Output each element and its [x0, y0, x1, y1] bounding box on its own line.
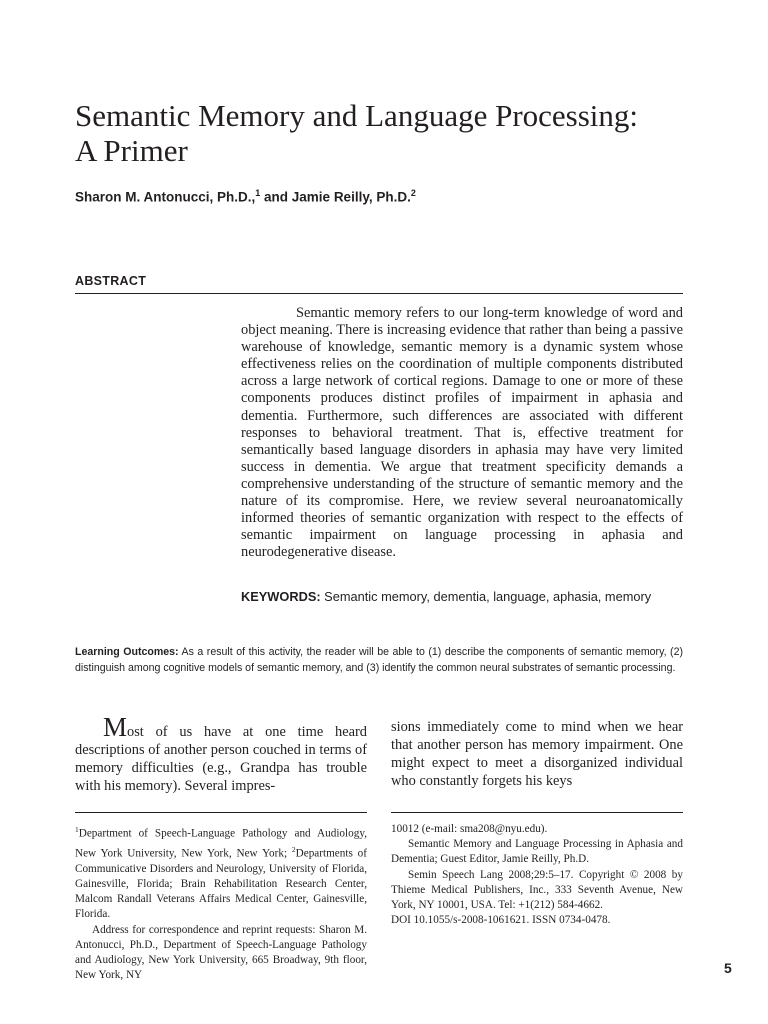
- title-line-1: Semantic Memory and Language Processing:: [75, 98, 639, 133]
- page-number: 5: [724, 960, 732, 976]
- author-1-affiliation-mark: 1: [255, 188, 261, 198]
- issue-note: Semantic Memory and Language Processing in Aphasia and Dementia; Guest Editor, Jamie Reilly, Ph.D.: [391, 838, 683, 866]
- learning-outcomes: [75, 645, 683, 676]
- author-2-affiliation-mark: 2: [410, 188, 416, 198]
- citation-note: Semin Speech Lang 2008;29:5–17. Copyright © 2008 by Thieme Medical Publishers, Inc., 333 Seventh Avenue, New York, NY 10001, USA. Tel: +1(212) 584-4662.: [391, 868, 683, 912]
- keywords-text: Semantic memory, dementia, language, aphasia, memory: [320, 589, 652, 604]
- abstract-rule: [75, 293, 683, 294]
- author-1: Sharon M. Antonucci, Ph.D.,: [75, 189, 256, 205]
- body-column-left: [75, 712, 367, 795]
- affiliation-text-1: Department of Speech-Language Pathology and Audiology, New York University, New York, New York;: [75, 827, 367, 860]
- author-line: [75, 188, 416, 205]
- affiliation-mark-1: 1: [75, 825, 79, 834]
- affiliation-mark-2: 2: [291, 844, 296, 854]
- drop-cap: M: [103, 712, 128, 742]
- keywords-label: KEYWORDS:: [241, 589, 321, 604]
- learning-outcomes-text: As a result of this activity, the reader will be able to (1) describe the components of semantic memory, (2) distinguish among cognitive models of semantic memory, and (3) identify the common neural substrates of semantic processing.: [75, 646, 683, 674]
- title-line-2: A Primer: [75, 133, 188, 168]
- footnote-rule-left: [75, 812, 367, 813]
- abstract-body: [241, 305, 683, 561]
- footnotes-left: [75, 822, 367, 984]
- abstract-text: Semantic memory refers to our long-term knowledge of word and object meaning. There is increasing evidence that rather than being a passive warehouse of knowledge, semantic memory is a dynamic system whose effectiveness relies on the coordination of multiple components distributed across a large network of cortical regions. Damage to one or more of these components produces distinct profiles of impairment in aphasia and dementia. Furthermore, such differences are associated with different responses to behavioral treatment. That is, effective treatment for semantically based language disorders in aphasia may have very limited success in dementia. We argue that treatment specificity demands a comprehensive understanding of the structure of semantic memory and the nature of its compromise. Here, we review several neuroanatomically informed theories of semantic organization with respect to the effects of semantic impairment on language processing in aphasia and neurodegenerative disease.: [241, 305, 683, 561]
- correspondence-address: Address for correspondence and reprint requests: Sharon M. Antonucci, Ph.D., Department of Speech-Language Pathology and Audiology, New York University, 665 Broadway, 9th floor, New York, NY: [75, 923, 367, 982]
- affiliations: [75, 822, 367, 923]
- abstract-heading: ABSTRACT: [75, 274, 147, 288]
- article-title: [75, 98, 715, 168]
- affiliation-text-2: Departments of Communicative Disorders and Neurology, University of Florida, Gainesville, Florida; Brain Rehabilitation Research Center, Malcom Randall Veterans Affairs Medical Center, Gainesville, Florida.: [75, 847, 367, 921]
- footnotes-right: [391, 822, 683, 928]
- body-left-text: ost of us have at one time heard descriptions of another person couched in terms of memory difficulties (e.g., Grandpa has trouble with his memory). Several impres-: [75, 724, 367, 794]
- footnote-rule-right: [391, 812, 683, 813]
- author-2: and Jamie Reilly, Ph.D.: [260, 189, 411, 205]
- learning-outcomes-label: Learning Outcomes:: [75, 646, 179, 658]
- body-column-right: [391, 718, 683, 790]
- body-right-text: sions immediately come to mind when we hear that another person has memory impairment. One might expect to meet a disorganized individual who constantly forgets his keys: [391, 719, 683, 789]
- correspondence-address-continued: 10012 (e-mail: sma208@nyu.edu).: [391, 823, 548, 835]
- doi-note: DOI 10.1055/s-2008-1061621. ISSN 0734-0478.: [391, 914, 611, 927]
- keywords: [241, 588, 683, 605]
